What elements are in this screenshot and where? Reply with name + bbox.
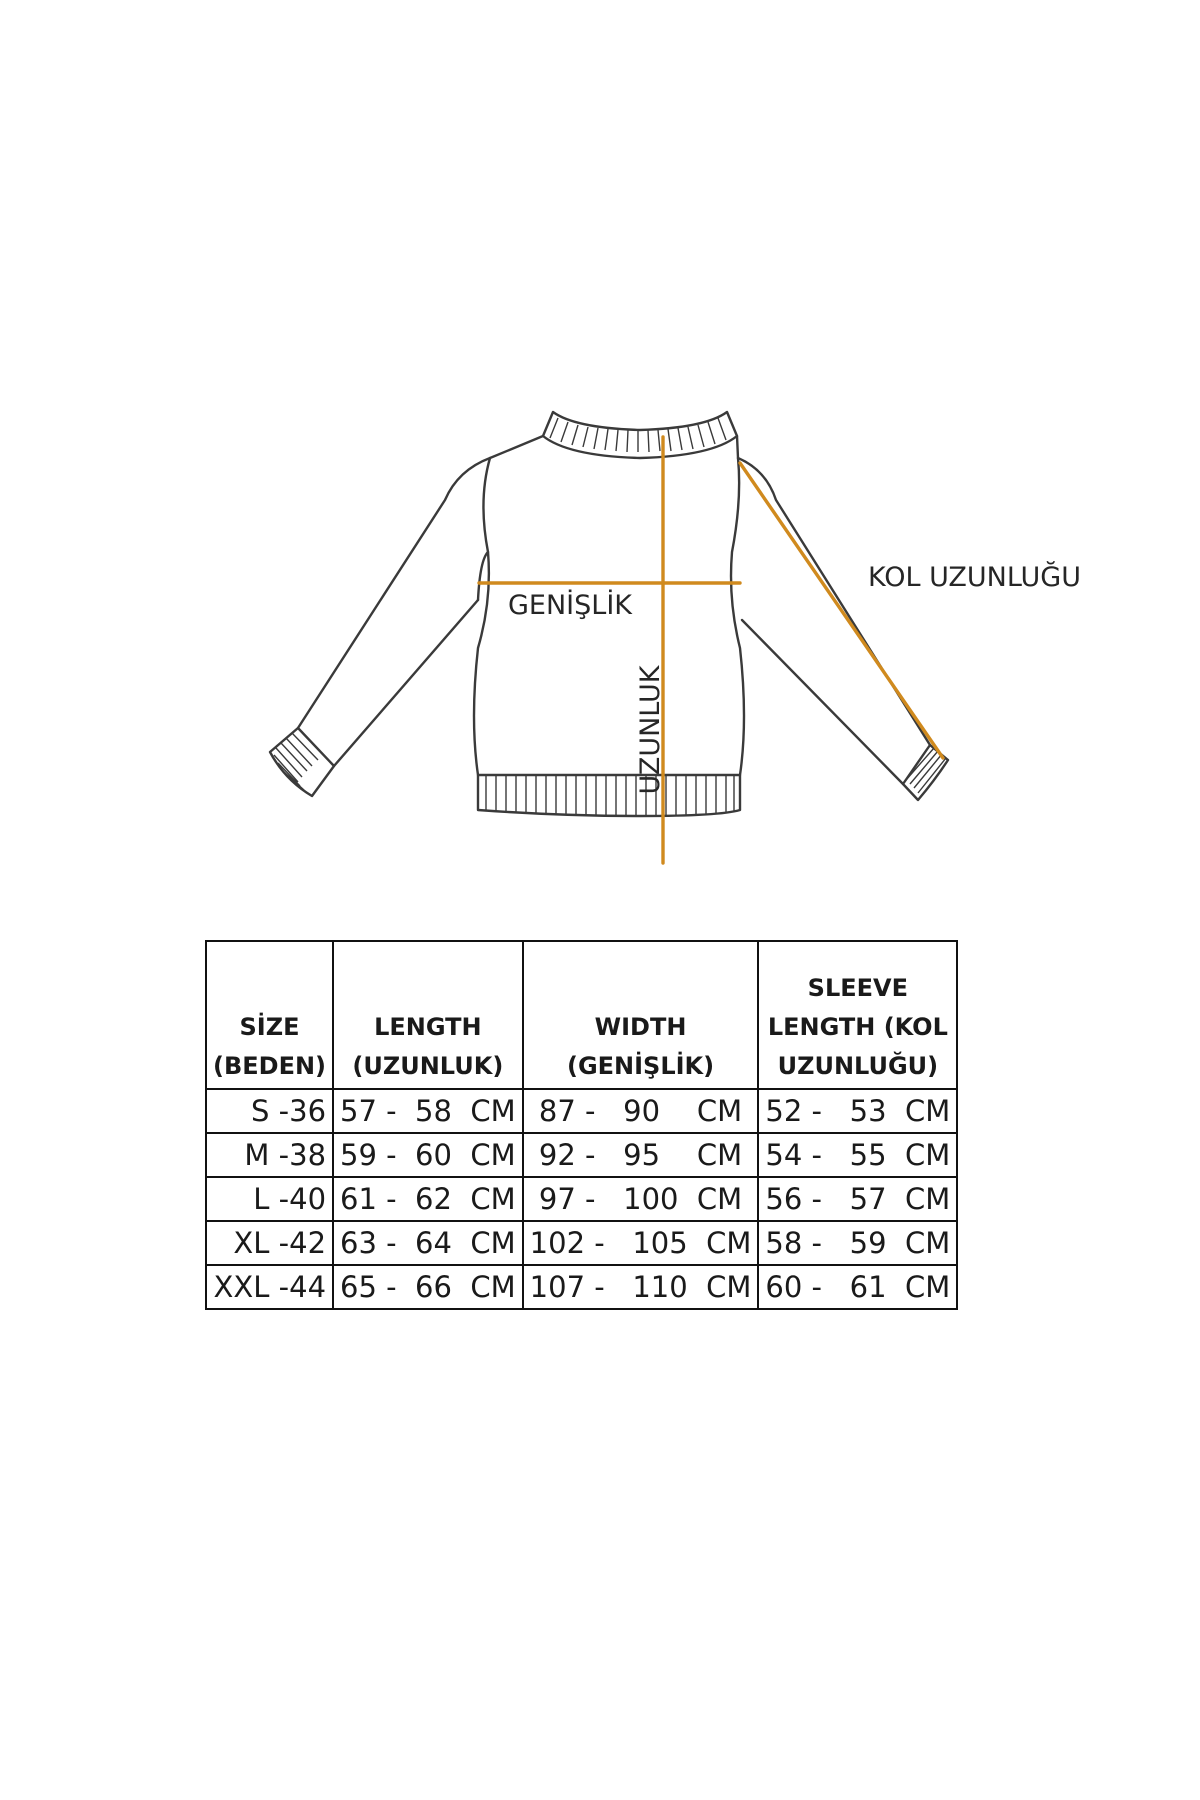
length-label: UZUNLUK: [635, 665, 666, 795]
sleeve-length-label: KOL UZUNLUĞU: [868, 562, 1081, 593]
right-sleeve: [738, 458, 930, 784]
header-length: [333, 941, 523, 1089]
header-sleeve: [758, 941, 957, 1089]
cell-length: 63 - 64 CM: [333, 1221, 523, 1265]
table-row: [206, 1089, 957, 1133]
cell-sleeve: 56 - 57 CM: [758, 1177, 957, 1221]
cell-size: S -36: [206, 1089, 333, 1133]
cell-length: 61 - 62 CM: [333, 1177, 523, 1221]
table-row: [206, 1265, 957, 1309]
cell-size: L -40: [206, 1177, 333, 1221]
table-header-row: [206, 941, 957, 1089]
header-width-line: (GENİŞLİK): [566, 1052, 715, 1080]
left-sleeve: [298, 458, 490, 766]
collar: [543, 412, 737, 458]
cell-length: 57 - 58 CM: [333, 1089, 523, 1133]
table-row: [206, 1221, 957, 1265]
cell-sleeve: 58 - 59 CM: [758, 1221, 957, 1265]
header-width-line: WIDTH: [594, 1013, 687, 1041]
header-length-line: LENGTH: [374, 1013, 482, 1041]
cell-width: 102 - 105 CM: [523, 1221, 759, 1265]
table-row: [206, 1177, 957, 1221]
waistband: [478, 775, 740, 816]
header-size-line: (BEDEN): [213, 1052, 327, 1080]
table-row: [206, 1133, 957, 1177]
width-label: GENİŞLİK: [508, 590, 632, 621]
header-size-line: SİZE: [239, 1013, 300, 1041]
header-size: [206, 941, 333, 1089]
header-sleeve-line: SLEEVE: [807, 974, 909, 1002]
cell-length: 59 - 60 CM: [333, 1133, 523, 1177]
cell-sleeve: 52 - 53 CM: [758, 1089, 957, 1133]
cell-sleeve: 54 - 55 CM: [758, 1133, 957, 1177]
header-sleeve-line: LENGTH (KOL: [767, 1013, 948, 1041]
header-width: [523, 941, 759, 1089]
sleeve-measure-line: [740, 463, 943, 758]
cell-sleeve: 60 - 61 CM: [758, 1265, 957, 1309]
header-length-line: (UZUNLUK): [352, 1052, 504, 1080]
cell-size: XL -42: [206, 1221, 333, 1265]
header-sleeve-line: UZUNLUĞU): [777, 1052, 939, 1080]
cell-width: 87 - 90 CM: [523, 1089, 759, 1133]
size-chart-table: [205, 940, 958, 1310]
cell-width: 92 - 95 CM: [523, 1133, 759, 1177]
cell-width: 97 - 100 CM: [523, 1177, 759, 1221]
cell-length: 65 - 66 CM: [333, 1265, 523, 1309]
left-sleeve-inner: [478, 552, 488, 600]
cell-size: XXL -44: [206, 1265, 333, 1309]
cell-width: 107 - 110 CM: [523, 1265, 759, 1309]
waistband-ribbing: [486, 776, 734, 815]
cell-size: M -38: [206, 1133, 333, 1177]
